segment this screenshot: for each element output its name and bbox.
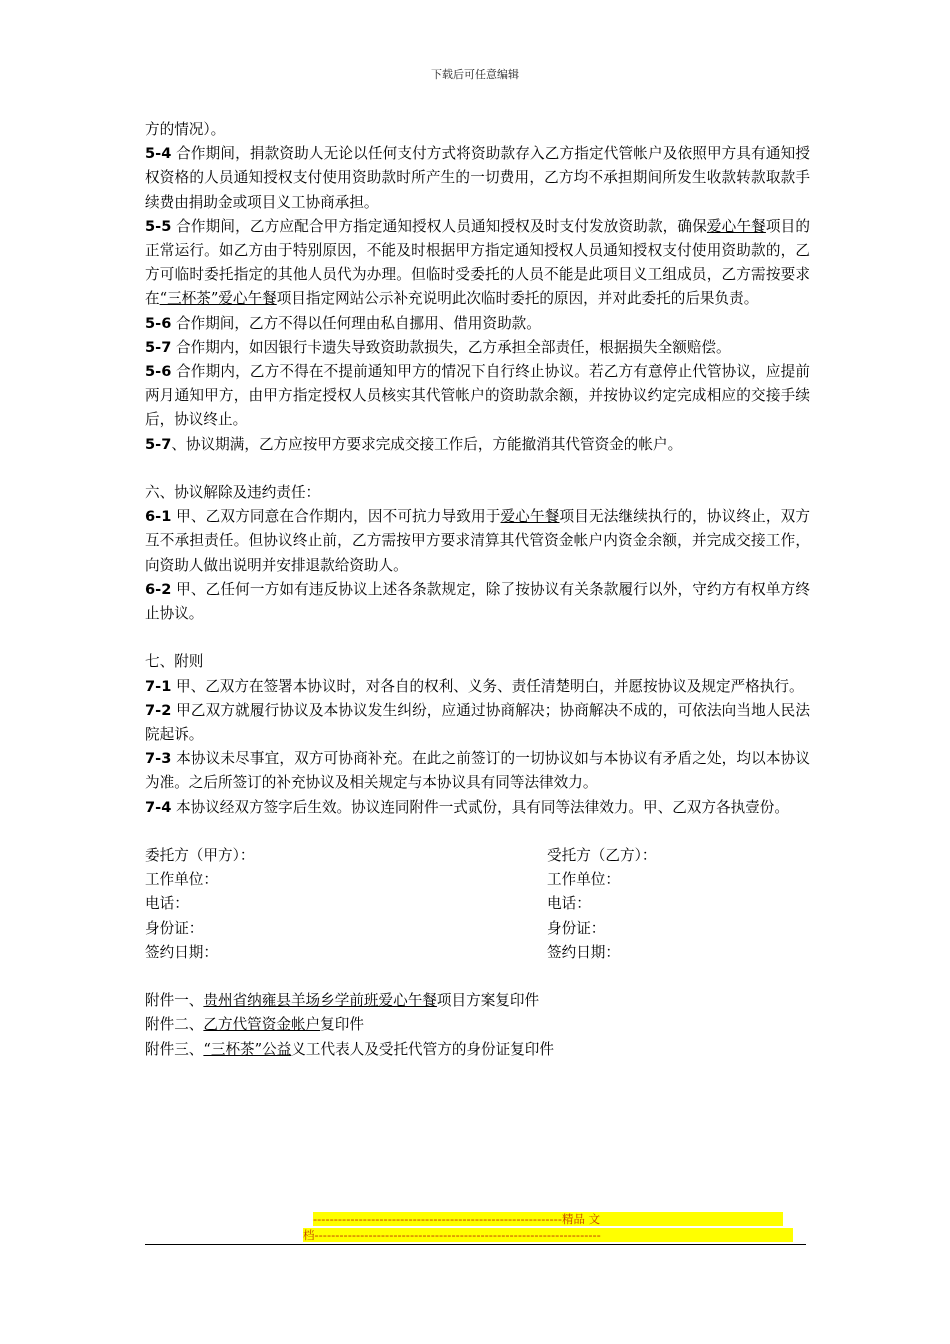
- party-a-line: 身份证：: [145, 919, 204, 937]
- clause-5-7: 5-7 合作期内，如因银行卡遗失导致资助款损失，乙方承担全部责任，根据损失全额赔偿。: [145, 338, 731, 356]
- clause-7-1: 7-1 甲、乙双方在签署本协议时，对各自的权利、义务、责任清楚明白，并愿按协议及规定严格执行。: [145, 677, 804, 695]
- clause-7-3: 7-3 本协议未尽事宜，双方可协商补充。在此之前签订的一切协议如与本协议有矛盾之处，均以本协议为准。之后所签订的补充协议及相关规定与本协议具有同等法律效力。: [145, 750, 810, 792]
- underlined-term: 爱心午餐: [500, 508, 560, 526]
- clause-7-2: 7-2 甲乙双方就履行协议及本协议发生纠纷，应通过协商解决；协商解决不成的，可依法向当地人民法院起诉。: [145, 701, 810, 744]
- paragraph: 方的情况）。: [145, 121, 226, 138]
- attachment-2: 附件二、乙方代管资金帐户复印件: [145, 1016, 364, 1034]
- party-a-column: [145, 844, 547, 965]
- underlined-term: 贵州省纳雍县羊场乡学前班爱心午餐: [203, 992, 437, 1010]
- party-a-line: 签约日期：: [145, 943, 218, 961]
- clause-5-6b: 5-6 合作期内，乙方不得在不提前通知甲方的情况下自行终止协议。若乙方有意停止代管协议，应提前两月通知甲方，由甲方指定授权人员核实其代管帐户的资助款余额，并按协议约定完成相应的交接手续后，协议终止。: [145, 363, 810, 429]
- underlined-term: 乙方代管资金帐户: [203, 1016, 321, 1034]
- clause-5-4: 5-4 合作期间，捐款资助人无论以任何支付方式将资助款存入乙方指定代管帐户及依照甲方具有通知授权资格的人员通知授权支付使用资助款时所产生的一切费用，乙方均不承担期间所发生收款转款取款手续费由捐助金或项目义工协商承担。: [145, 145, 810, 211]
- clause-5-7b: 5-7、协议期满，乙方应按甲方要求完成交接工作后，方能撤消其代管资金的帐户。: [145, 435, 683, 453]
- party-b-line: 身份证：: [547, 919, 606, 937]
- footer-highlight-line: 档---------------------------------------------------------------------: [303, 1228, 793, 1242]
- clause-7-4: 7-4 本协议经双方签字后生效。协议连同附件一式贰份，具有同等法律效力。甲、乙双方各执壹份。: [145, 798, 789, 816]
- section-title-7: 七、附则: [145, 653, 204, 671]
- footer-highlight-line: ------------------------------------------------------------精品 文: [313, 1212, 783, 1226]
- clause-5-5: 5-5 合作期间，乙方应配合甲方指定通知授权人员通知授权及时支付发放资助款，确保爱心午餐项目的正常运行。如乙方由于特别原因，不能及时根据甲方指定通知授权人员通知授权支付使用资助款的，乙方可临时委托指定的其他人员代为办理。但临时受委托的人员不能是此项目义工组成员，乙方需按要求在“三杯茶”爱心午餐项目指定网站公示补充说明此次临时委托的原因，并对此委托的后果负责。: [145, 217, 810, 308]
- party-b-line: 电话：: [547, 895, 591, 913]
- section-title-6: 六、协议解除及违约责任：: [145, 484, 321, 502]
- clause-6-1: 6-1 甲、乙双方同意在合作期内，因不可抗力导致用于爱心午餐项目无法继续执行的，协议终止，双方互不承担责任。但协议终止前，乙方需按甲方要求清算其代管资金帐户内资金余额，并完成交接工作，向资助人做出说明并安排退款给资助人。: [145, 508, 810, 574]
- party-a-line: 工作单位：: [145, 871, 218, 889]
- underlined-term: 爱心午餐: [706, 217, 766, 235]
- underlined-term: “三杯茶”爱心午餐: [159, 290, 277, 308]
- signature-block: [145, 844, 810, 965]
- footer-rule: [145, 1244, 806, 1245]
- party-b-line: 工作单位：: [547, 871, 620, 889]
- underlined-term: “三杯茶”公益: [203, 1040, 292, 1058]
- page-header: 下载后可任意编辑: [431, 68, 519, 81]
- party-a-line: 电话：: [145, 895, 189, 913]
- attachment-3: 附件三、“三杯茶”公益义工代表人及受托代管方的身份证复印件: [145, 1040, 554, 1058]
- party-b-line: 签约日期：: [547, 943, 620, 961]
- clause-5-6: 5-6 合作期间，乙方不得以任何理由私自挪用、借用资助款。: [145, 314, 541, 332]
- party-b-line: 受托方（乙方）：: [547, 847, 657, 865]
- clause-6-2: 6-2 甲、乙任何一方如有违反协议上述各条款规定，除了按协议有关条款履行以外，守约方有权单方终止协议。: [145, 580, 810, 623]
- attachment-1: 附件一、贵州省纳雍县羊场乡学前班爱心午餐项目方案复印件: [145, 992, 540, 1010]
- document-body: [145, 118, 810, 1062]
- party-b-column: [547, 844, 807, 965]
- party-a-line: 委托方（甲方）：: [145, 847, 255, 865]
